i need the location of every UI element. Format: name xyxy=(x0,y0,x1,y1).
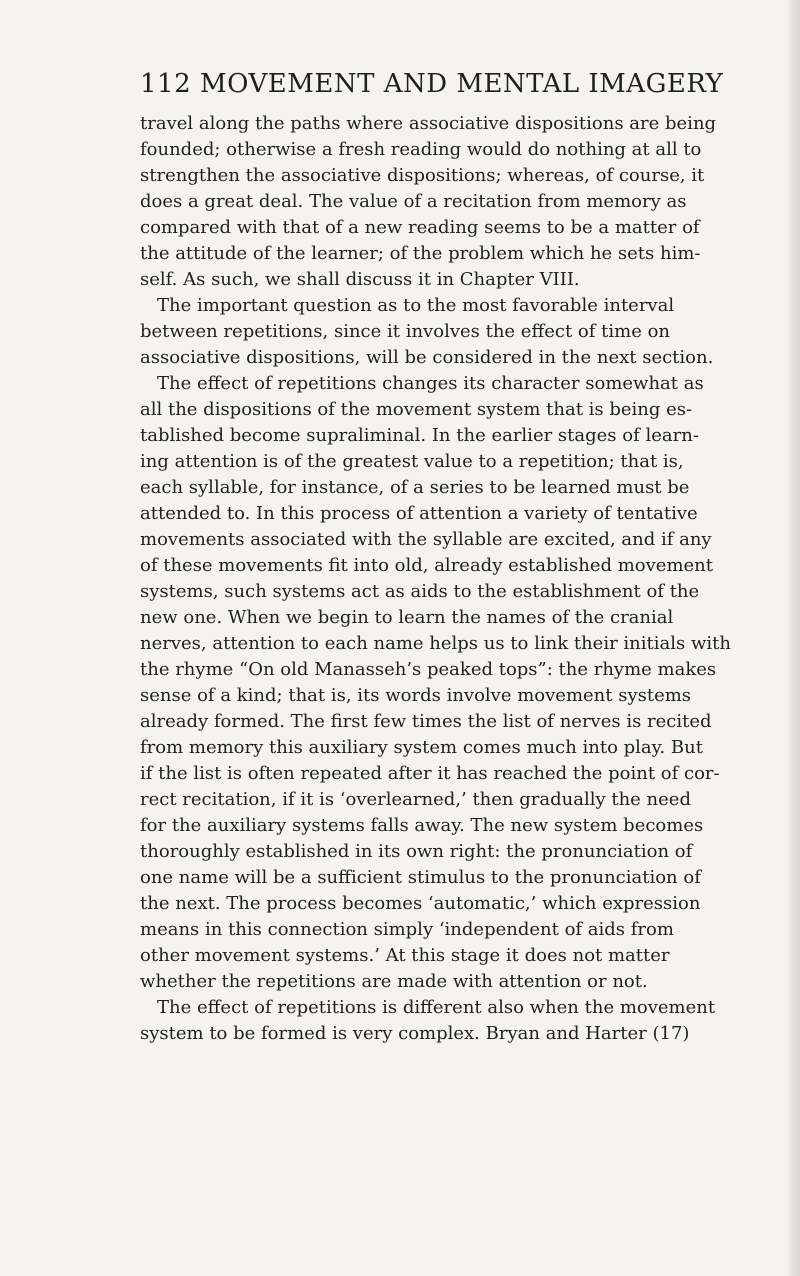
running-title: MOVEMENT AND MENTAL IMAGERY xyxy=(200,69,724,99)
text-line: movements associated with the syllable are excited, and if any xyxy=(140,529,712,550)
text-line: means in this connection simply ‘independent of aids from xyxy=(140,919,674,940)
body-text xyxy=(140,111,731,1047)
text-line: The effect of repetitions is different also when the movement xyxy=(157,997,716,1018)
text-line: self. As such, we shall discuss it in Chapter VIII. xyxy=(140,269,580,290)
text-line: strengthen the associative dispositions; whereas, of course, it xyxy=(140,165,705,186)
text-line: the next. The process becomes ‘automatic,’ which expression xyxy=(140,893,701,914)
text-line: new one. When we begin to learn the names of the cranial xyxy=(140,607,674,628)
text-line: all the dispositions of the movement system that is being es- xyxy=(140,399,693,420)
text-line: if the list is often repeated after it has reached the point of cor- xyxy=(140,763,720,784)
text-line: system to be formed is very complex. Bryan and Harter (17) xyxy=(140,1023,690,1044)
text-line: attended to. In this process of attention a variety of tentative xyxy=(140,503,698,524)
text-line: the attitude of the learner; of the problem which he sets him- xyxy=(140,243,701,264)
text-line: of these movements fit into old, already established movement xyxy=(140,555,713,576)
text-line: compared with that of a new reading seems to be a matter of xyxy=(140,217,700,238)
text-line: The effect of repetitions changes its character somewhat as xyxy=(157,373,704,394)
text-line: rect recitation, if it is ‘overlearned,’ then gradually the need xyxy=(140,789,691,810)
text-line: each syllable, for instance, of a series to be learned must be xyxy=(140,477,690,498)
text-line: founded; otherwise a fresh reading would do nothing at all to xyxy=(140,139,702,160)
text-line: associative dispositions, will be considered in the next section. xyxy=(140,347,714,368)
text-line: the rhyme “On old Manasseh’s peaked tops”: the rhyme makes xyxy=(140,659,717,680)
text-line: for the auxiliary systems falls away. The new system becomes xyxy=(140,815,704,836)
text-line: systems, such systems act as aids to the establishment of the xyxy=(140,581,700,602)
text-line: tablished become supraliminal. In the earlier stages of learn- xyxy=(140,425,699,446)
text-line: nerves, attention to each name helps us to link their initials with xyxy=(140,633,731,654)
text-line: one name will be a sufficient stimulus to the pronunciation of xyxy=(140,867,701,888)
text-line: already formed. The first few times the list of nerves is recited xyxy=(140,711,712,732)
text-line: from memory this auxiliary system comes much into play. But xyxy=(140,737,703,758)
text-line: thoroughly established in its own right: the pronunciation of xyxy=(140,841,693,862)
text-line: between repetitions, since it involves the effect of time on xyxy=(140,321,671,342)
text-line: sense of a kind; that is, its words involve movement systems xyxy=(140,685,692,706)
text-line: does a great deal. The value of a recitation from memory as xyxy=(140,191,687,212)
running-head xyxy=(140,69,724,109)
page-number: 112 xyxy=(140,69,192,99)
text-line: ing attention is of the greatest value to a repetition; that is, xyxy=(140,451,684,472)
text-line: whether the repetitions are made with attention or not. xyxy=(140,971,648,992)
text-line: travel along the paths where associative dispositions are being xyxy=(140,113,717,134)
text-line: other movement systems.’ At this stage it does not matter xyxy=(140,945,670,966)
text-line: The important question as to the most favorable interval xyxy=(157,295,675,316)
